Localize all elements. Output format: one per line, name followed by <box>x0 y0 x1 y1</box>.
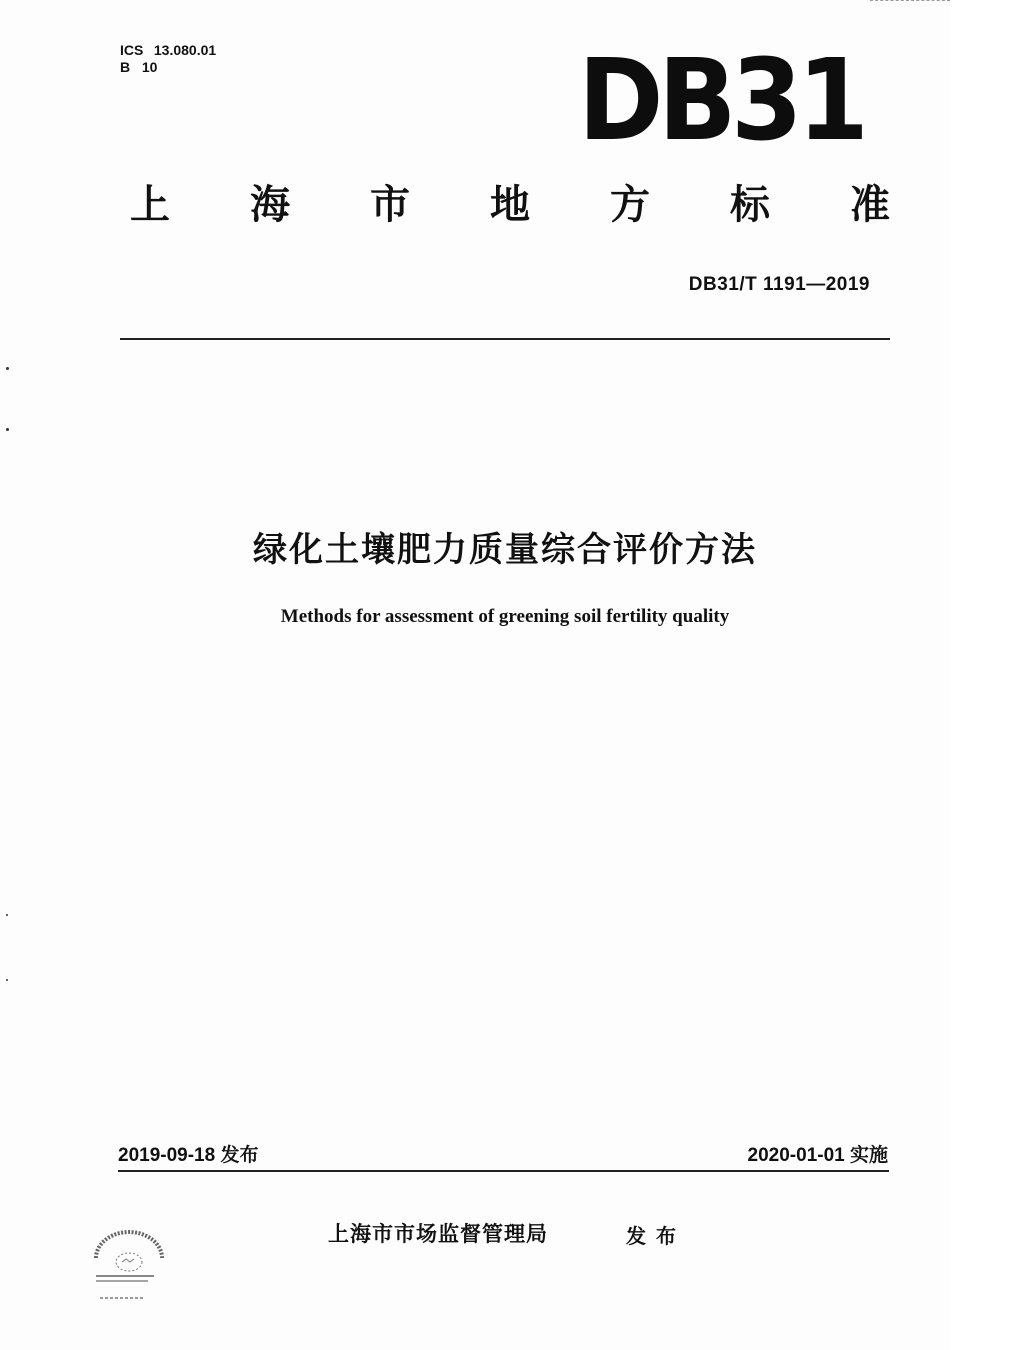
classification-codes <box>120 42 216 76</box>
ccs-row <box>120 59 216 76</box>
distribution-stamp-icon <box>84 1228 174 1308</box>
ccs-code: 10 <box>141 59 158 75</box>
standard-type-char: 地 <box>490 182 530 228</box>
standard-type-char: 海 <box>250 182 290 228</box>
standard-type-char: 市 <box>370 182 410 228</box>
english-title: Methods for assessment of greening soil fertility quality <box>280 606 730 627</box>
scan-dot <box>6 367 9 370</box>
top-divider <box>120 338 890 340</box>
publish-verb: 发布 <box>626 1224 686 1248</box>
standard-type-heading <box>130 180 890 230</box>
ccs-label: B <box>120 59 131 75</box>
ics-label: ICS <box>120 42 144 58</box>
scan-dot <box>6 428 9 431</box>
issue-date: 2019-09-18 发布 <box>118 1145 259 1166</box>
standard-type-char: 方 <box>610 182 650 228</box>
implementation-date: 2020-01-01 实施 <box>747 1145 888 1166</box>
db31-logo: DB31 <box>578 36 864 166</box>
standard-type-char: 标 <box>730 182 770 228</box>
publisher-name: 上海市市场监督管理局 <box>328 1222 548 1246</box>
bottom-divider <box>118 1170 889 1172</box>
scan-dot <box>6 914 8 916</box>
standard-number: DB31/T 1191—2019 <box>688 274 870 295</box>
standard-type-char: 准 <box>850 182 890 228</box>
chinese-title: 绿化土壤肥力质量综合评价方法 <box>253 530 757 570</box>
scan-dot <box>6 979 8 981</box>
standard-type-char: 上 <box>130 182 170 228</box>
top-edge-mark <box>870 0 950 2</box>
ics-code: 13.080.01 <box>153 42 217 58</box>
ics-row <box>120 42 216 59</box>
